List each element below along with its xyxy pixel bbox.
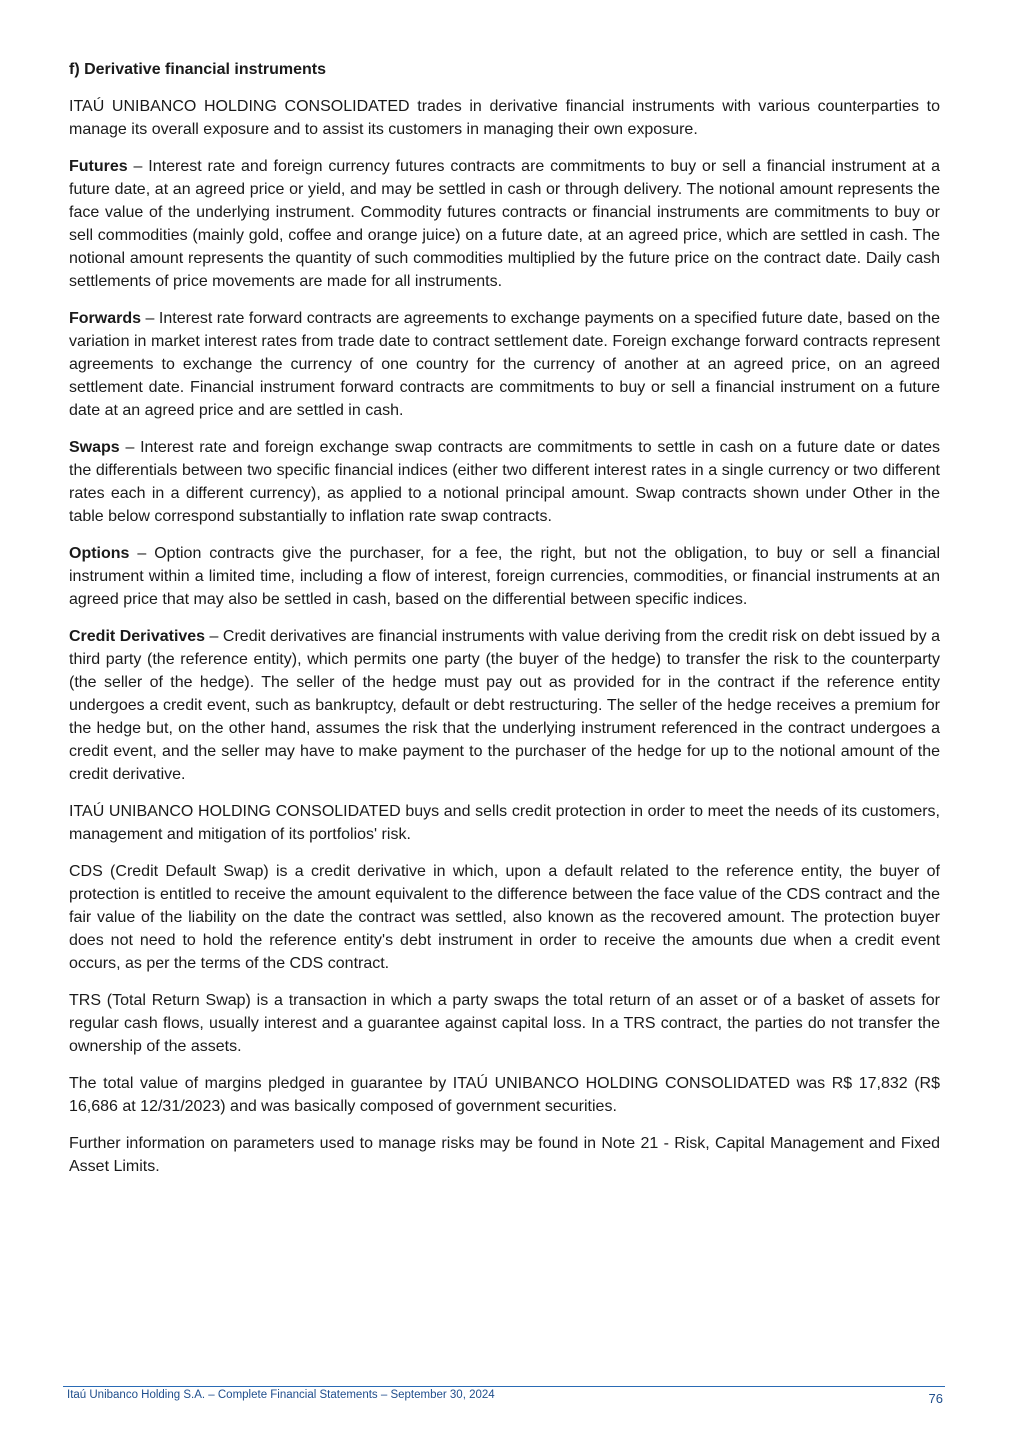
intro-paragraph: ITAÚ UNIBANCO HOLDING CONSOLIDATED trades in derivative financial instruments with various counterparties to manage its overall exposure and to assist its customers in managing their own exposure. (69, 98, 940, 138)
cds-paragraph: CDS (Credit Default Swap) is a credit derivative in which, upon a default related to the reference entity, the buyer of protection is entitled to receive the amount equivalent to the difference between the face value of the CDS contract and the fair value of the liability on the date the contract was settled, also known as the recovered amount. The protection buyer does not need to hold the reference entity's debt instrument in order to receive the amounts due when a credit event occurs, as per the terms of the CDS contract. (69, 863, 940, 972)
forwards-term: Forwards (69, 310, 142, 327)
trs-paragraph: TRS (Total Return Swap) is a transaction in which a party swaps the total return of an asset or of a basket of assets for regular cash flows, usually interest and a guarantee against capital loss. In a TRS contract, the parties do not transfer the ownership of the assets. (69, 992, 940, 1055)
options-paragraph (69, 542, 940, 611)
forwards-text: – Interest rate forward contracts are agreements to exchange payments on a specified future date, based on the variation in market interest rates from trade date to contract settlement date. Foreign exchange forward contracts represent agreements to exchange the currency of one country for the currency of another at an agreed price, on an agreed settlement date. Financial instrument forward contracts are commitments to buy or sell a financial instrument on a future date at an agreed price and are settled in cash. (69, 310, 940, 419)
margins-paragraph: The total value of margins pledged in guarantee by ITAÚ UNIBANCO HOLDING CONSOLIDATED was R$ 17,832 (R$ 16,686 at 12/31/2023) and was basically composed of government securities. (69, 1075, 940, 1115)
forwards-paragraph (69, 307, 940, 422)
swaps-text: – Interest rate and foreign exchange swap contracts are commitments to settle in cash on a future date or dates the differentials between two specific financial indices (either two different interest rates in a single currency or two different rates each in a different currency), as applied to a notional principal amount. Swap contracts shown under Other in the table below correspond substantially to inflation rate swap contracts. (69, 439, 940, 525)
page-footer (63, 1386, 945, 1406)
document-body (69, 58, 940, 1192)
options-term: Options (69, 545, 130, 562)
futures-paragraph (69, 155, 940, 293)
section-heading: f) Derivative financial instruments (69, 61, 326, 78)
footer-title: Itaú Unibanco Holding S.A. – Complete Financial Statements – September 30, 2024 (67, 1389, 495, 1401)
credit-derivatives-term: Credit Derivatives (69, 628, 206, 645)
futures-text: – Interest rate and foreign currency futures contracts are commitments to buy or sell a financial instrument at a future date, at an agreed price or yield, and may be settled in cash or through delivery. The notional amount represents the face value of the underlying instrument. Commodity futures contracts or financial instruments are commitments to buy or sell commodities (mainly gold, coffee and orange juice) on a future date, at an agreed price, which are settled in cash. The notional amount represents the quantity of such commodities multiplied by the future price on the contract date. Daily cash settlements of price movements are made for all instruments. (69, 158, 940, 290)
credit-protection-paragraph: ITAÚ UNIBANCO HOLDING CONSOLIDATED buys and sells credit protection in order to meet the needs of its customers, management and mitigation of its portfolios' risk. (69, 803, 940, 843)
further-info-paragraph: Further information on parameters used to manage risks may be found in Note 21 - Risk, Capital Management and Fixed Asset Limits. (69, 1135, 940, 1175)
options-text: – Option contracts give the purchaser, for a fee, the right, but not the obligation, to buy or sell a financial instrument within a limited time, including a flow of interest, foreign currencies, commodities, or financial instruments at an agreed price that may also be settled in cash, based on the differential between specific indices. (69, 545, 940, 608)
futures-term: Futures (69, 158, 128, 175)
swaps-paragraph (69, 436, 940, 528)
credit-derivatives-paragraph (69, 625, 940, 786)
page-number: 76 (928, 1391, 943, 1406)
credit-derivatives-text: – Credit derivatives are financial instruments with value deriving from the credit risk on debt issued by a third party (the reference entity), which permits one party (the buyer of the hedge) to transfer the risk to the counterparty (the seller of the hedge). The seller of the hedge must pay out as provided for in the contract if the reference entity undergoes a credit event, such as bankruptcy, default or debt restructuring. The seller of the hedge receives a premium for the hedge but, on the other hand, assumes the risk that the underlying instrument referenced in the contract undergoes a credit event, and the seller may have to make payment to the purchaser of the hedge for up to the notional amount of the credit derivative. (69, 628, 941, 783)
swaps-term: Swaps (69, 439, 120, 456)
